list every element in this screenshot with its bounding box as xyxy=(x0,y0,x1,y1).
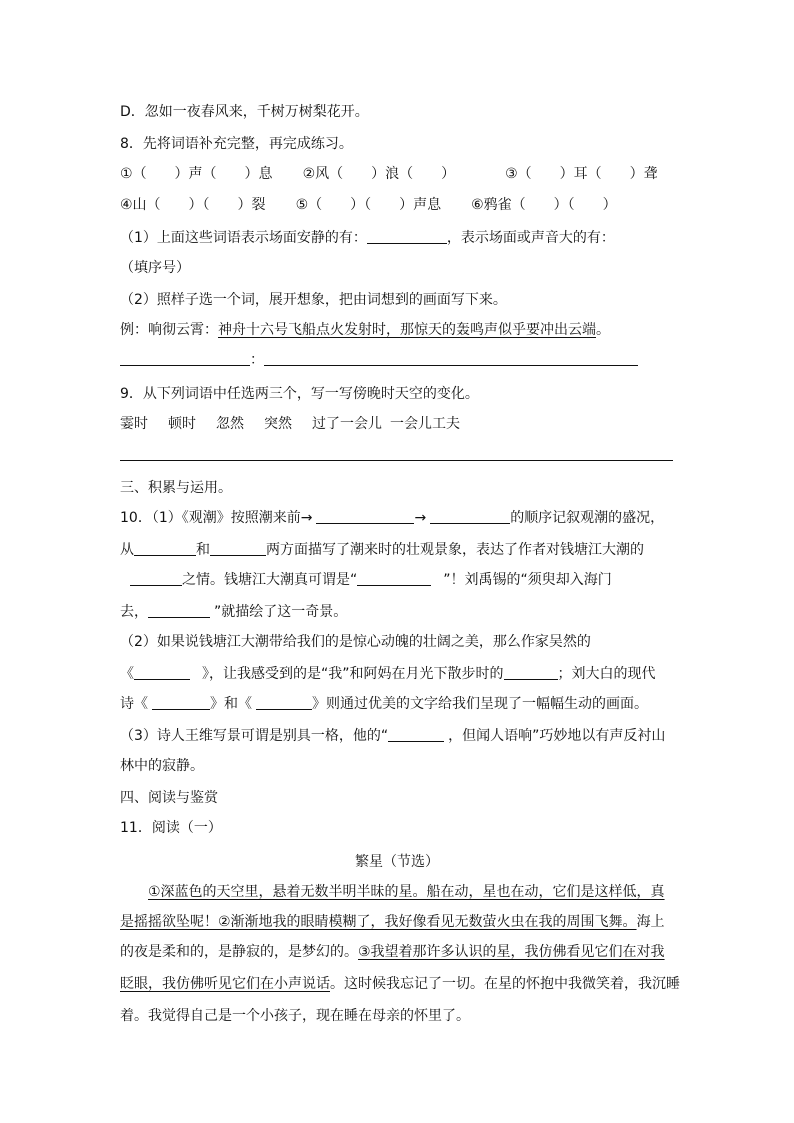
q10-l8-text-a: （3）诗人王维写景可谓是别具一格，他的“ xyxy=(120,728,389,744)
q8-row1 xyxy=(120,164,658,184)
passage-line1 xyxy=(148,882,665,902)
q10-l1-text-a: 10．（1）《观潮》按照潮来前→ xyxy=(120,510,313,526)
q10-blank-poem1[interactable] xyxy=(152,695,210,710)
q7-option-d: D．忽如一夜春风来，千树万树梨花开。 xyxy=(120,104,369,120)
q8-title: 8．先将词语补充完整，再完成练习。 xyxy=(120,136,353,152)
q10-line9: 林中的寂静。 xyxy=(120,758,204,774)
q10-l7-text-b: 》和《 xyxy=(210,696,252,712)
q8-answer-word-blank[interactable] xyxy=(120,351,250,366)
q11-title: 11．阅读（一） xyxy=(120,820,222,836)
q10-l2-text-b: 和 xyxy=(196,542,210,558)
q10-l2-text-a: 从 xyxy=(120,542,134,558)
q10-l6-text-b: 》，让我感受到的是“我”和阿妈在月光下散步时的 xyxy=(202,666,504,682)
q10-blank-mood[interactable] xyxy=(504,665,558,680)
q9-word: 过了一会儿 xyxy=(312,416,382,432)
q9-words xyxy=(120,414,460,434)
passage-line4-underlined: 眨眼，我仿佛听见它们在小声说话 xyxy=(120,976,330,992)
q9-word: 顿时 xyxy=(168,416,196,432)
q8-row1-c1: ① xyxy=(120,166,133,182)
section4-title: 四、阅读与鉴赏 xyxy=(120,790,218,806)
q8-row1-c4: ③（ ）耳（ ）聋 xyxy=(505,166,658,182)
q9-word: 一会儿工夫 xyxy=(390,416,460,432)
q8-sub1-text-b: ，表示场面或声音大的有： xyxy=(446,230,615,246)
q10-l7-text-c: 》则通过优美的文字给我们呈现了一幅幅生动的画面。 xyxy=(312,696,648,712)
q8-row2-c3: ⑥鸦雀（ ）（ ） xyxy=(471,197,617,213)
q10-blank-poem[interactable] xyxy=(148,603,210,618)
q10-line8 xyxy=(120,726,665,746)
passage-line2-underlined: 是摇摇欲坠呢！②渐渐地我的眼睛模糊了，我好像看见无数萤火虫在我的周围飞舞。 xyxy=(120,914,637,930)
q10-line1 xyxy=(120,508,664,528)
q10-line3 xyxy=(120,570,612,590)
q8-answer-picture-blank[interactable] xyxy=(264,351,638,366)
q8-row2-c1: ④山（ ）（ ）裂 xyxy=(120,197,266,213)
q8-sub1-note: （填序号） xyxy=(120,260,190,276)
q10-l3-text-b: ”！刘禹锡的“须臾却入海门 xyxy=(443,572,612,588)
q10-l4-text-b: ”就描绘了这一奇景。 xyxy=(214,604,348,620)
q8-sub1-text-a: （1）上面这些词语表示场面安静的有： xyxy=(120,230,367,246)
q10-blank-during[interactable] xyxy=(316,509,414,524)
q10-l4-text-a: 去， xyxy=(120,604,148,620)
q8-example-text: 神舟十六号飞船点火发射时，那惊天的轰鸣声似乎要冲出云端 xyxy=(218,322,596,338)
q8-row2-c2: ⑤（ ）（ ）声息 xyxy=(295,197,442,213)
q10-line4 xyxy=(120,602,347,622)
q8-row1-c2: （ ）声（ ）息 xyxy=(132,166,273,182)
q8-example xyxy=(120,320,610,340)
q9-title: 9．从下列词语中任选两三个，写一写傍晚时天空的变化。 xyxy=(120,386,479,402)
q10-l6-text-c: ；刘大白的现代 xyxy=(557,666,656,682)
passage-line3 xyxy=(120,942,665,962)
q10-line6 xyxy=(120,664,656,684)
q8-answer-line xyxy=(120,350,638,370)
q10-blank-idiom[interactable] xyxy=(357,571,431,586)
passage-title: 繁星（节选） xyxy=(355,854,439,870)
q10-l1-text-c: 的顺序记叙观潮的盛况， xyxy=(510,510,665,526)
q10-blank-aspect1[interactable] xyxy=(134,541,196,556)
q10-blank-aspect2[interactable] xyxy=(210,541,266,556)
q9-word: 忽然 xyxy=(216,416,244,432)
q10-blank-after[interactable] xyxy=(430,509,510,524)
passage-line2 xyxy=(120,912,665,932)
q10-line7 xyxy=(120,694,648,714)
q10-blank-poem2[interactable] xyxy=(256,695,312,710)
q9-word: 突然 xyxy=(264,416,292,432)
passage-line3-underlined: ③我望着那许多认识的星，我仿佛看见它们在对我 xyxy=(358,944,665,960)
q10-l2-text-c: 两方面描写了潮来时的壮观景象，表达了作者对钱塘江大潮的 xyxy=(266,542,644,558)
q10-line2 xyxy=(120,540,644,560)
q8-sub1-blank-quiet[interactable] xyxy=(367,229,447,244)
q10-blank-feeling[interactable] xyxy=(130,571,182,586)
q10-l6-text-a: 《 xyxy=(120,666,134,682)
passage-line4 xyxy=(120,974,680,994)
q8-example-prefix: 例：响彻云霄： xyxy=(120,322,218,338)
q10-line5: （2）如果说钱塘江大潮带给我们的是惊心动魄的壮阔之美，那么作家吴然的 xyxy=(120,634,591,650)
q8-row2 xyxy=(120,195,617,215)
q8-answer-colon: ： xyxy=(250,352,264,368)
q9-answer-line[interactable] xyxy=(120,460,673,461)
passage-line3-text: 的夜是柔和的，是静寂的，是梦幻的。 xyxy=(120,944,358,960)
passage-line5: 着。我觉得自己是一个小孩子，现在睡在母亲的怀里了。 xyxy=(120,1008,470,1024)
q10-l1-arrow: → xyxy=(414,510,427,526)
q8-example-end: 。 xyxy=(596,322,610,338)
q10-l7-text-a: 诗《 xyxy=(120,696,148,712)
passage-line1-underlined: ①深蓝色的天空里，悬着无数半明半昧的星。船在动，星也在动，它们是这样低，真 xyxy=(148,884,665,900)
q10-blank-essay-title[interactable] xyxy=(134,665,190,680)
q8-sub1 xyxy=(120,228,615,248)
passage-line2-tail: 海上 xyxy=(636,914,665,930)
q8-row1-c3: ②风（ ）浪（ ） xyxy=(302,166,456,182)
passage-line4-tail: 。这时候我忘记了一切。在星的怀抱中我微笑着，我沉睡 xyxy=(330,976,680,992)
q9-word: 霎时 xyxy=(120,416,148,432)
section3-title: 三、积累与运用。 xyxy=(120,480,232,496)
q10-blank-wangwei[interactable] xyxy=(388,727,444,742)
q8-sub2: （2）照样子选一个词，展开想象，把由词想到的画面写下来。 xyxy=(120,292,507,308)
q10-l8-text-b: ，但闻人语响”巧妙地以有声反衬山 xyxy=(448,728,666,744)
q10-l3-text-a: 之情。钱塘江大潮真可谓是“ xyxy=(182,572,358,588)
